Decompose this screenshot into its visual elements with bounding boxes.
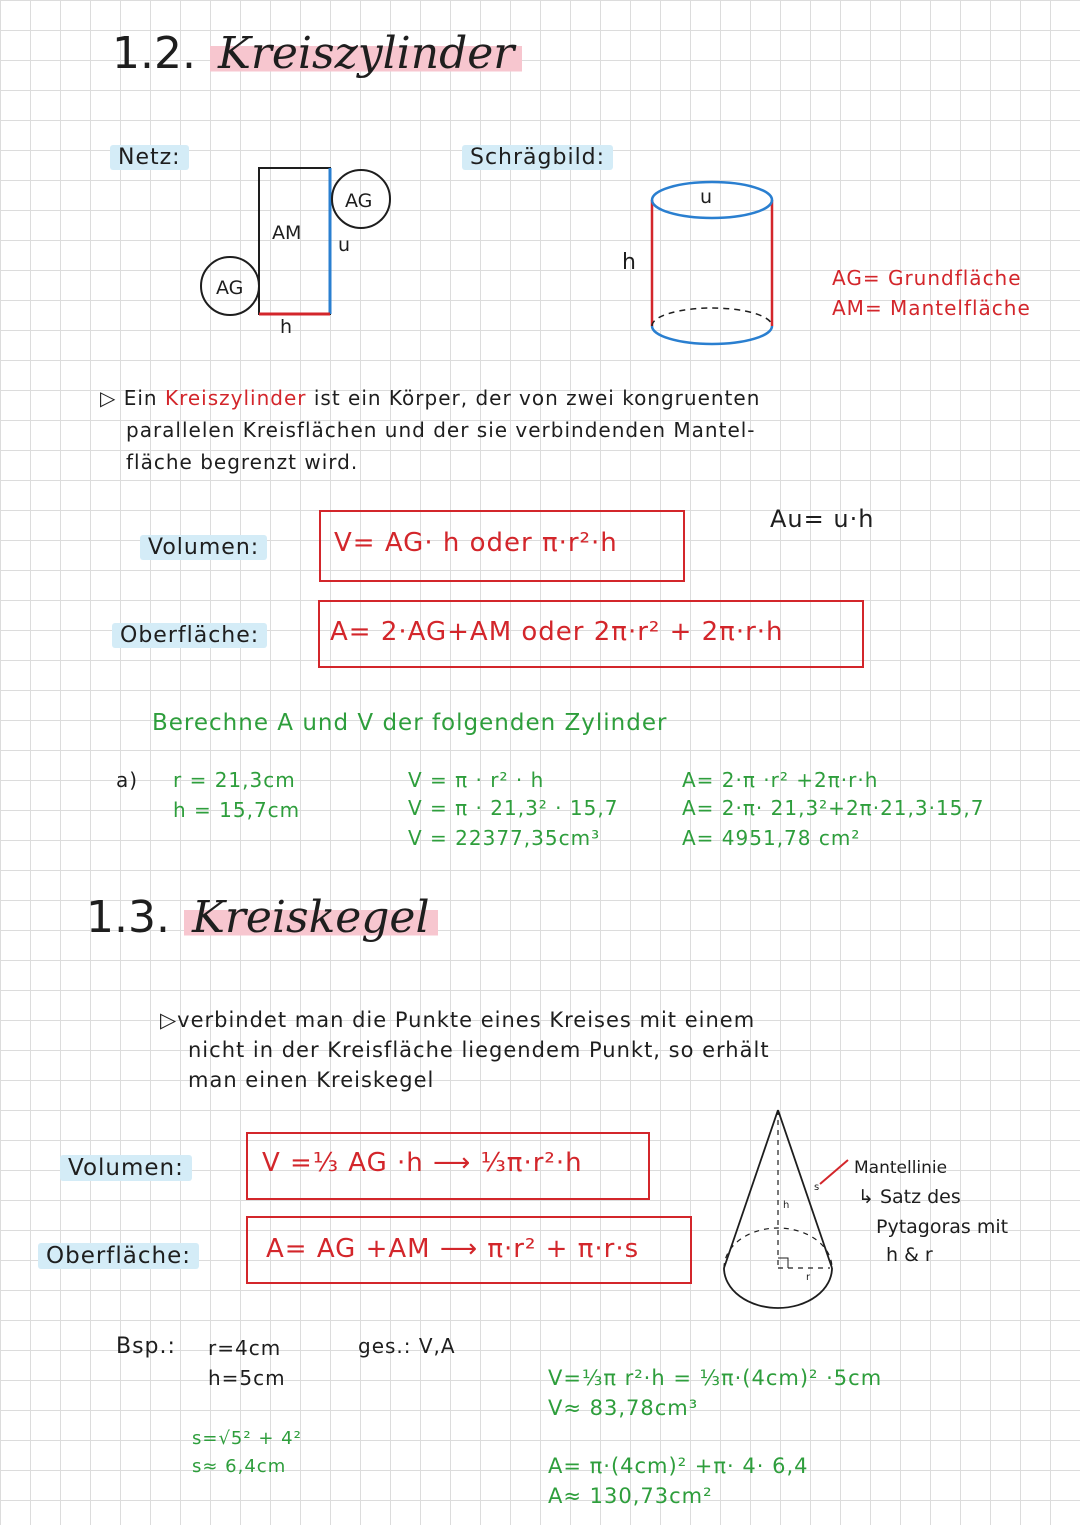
example-wanted: ges.: V,A [358,1334,456,1358]
net-h-label: h [280,316,293,338]
cone-surface-label: Oberfläche: [38,1243,199,1269]
exercise-h: h = 15,7cm [173,798,301,822]
net-ag-top-label: AG [345,190,373,212]
volume-result: V = 22377,35cm³ [408,826,601,850]
cone-section-title: 1.3. Kreiskegel [86,892,438,943]
cone-volume-result: V≈ 83,78cm³ [548,1396,699,1420]
area-step-1: A= 2·π ·r² +2π·r·h [682,768,879,792]
cone-definition-line3: man einen Kreiskegel [188,1068,435,1092]
slant-height-formula: s=√5² + 4² [192,1428,302,1449]
legend-am: AM= Mantelfläche [832,296,1031,320]
cylinder-surface-formula: A= 2·AG+AM oder 2π·r² + 2π·r·h [330,617,784,647]
cone-note-satz: ↳ Satz des [858,1186,961,1208]
cone-area-calc: A= π·(4cm)² +π· 4· 6,4 [548,1454,809,1478]
legend-ag: AG= Grundfläche [832,266,1022,290]
slant-height-result: s≈ 6,4cm [192,1456,287,1477]
lateral-area-formula: Au= u·h [770,505,875,533]
net-am-label: AM [272,222,302,244]
exercise-a-label: a) [116,768,139,792]
cylinder-definition-line3: fläche begrenzt wird. [126,450,359,474]
volume-step-2: V = π · 21,3² · 15,7 [408,796,619,820]
cylinder-volume-formula: V= AG· h oder π·r²·h [334,528,618,558]
cone-volume-calc: V=⅓π r²·h = ⅓π·(4cm)² ·5cm [548,1366,883,1390]
cylinder-definition-line2: parallelen Kreisflächen und der sie verbindenden Mantel- [126,418,756,442]
net-u-label: u [338,234,351,256]
cone-note-h-r: h & r [886,1244,933,1266]
example-h: h=5cm [208,1366,286,1390]
cone-note-mantellinie: Mantellinie [854,1158,948,1178]
cone-fig-s-label: s [814,1182,820,1193]
cone-volume-formula: V =⅓ AG ·h ⟶ ⅓π·r²·h [262,1148,583,1178]
cone-volume-label: Volumen: [60,1155,192,1181]
net-ag-left-label: AG [216,277,244,299]
cone-fig-h-label: h [783,1200,790,1211]
cylinder-definition-line1: ▷ Ein Kreiszylinder ist ein Körper, der von zwei kongruenten [100,386,761,410]
area-step-2: A= 2·π· 21,3²+2π·21,3·15,7 [682,796,985,820]
netz-label: Netz: [110,145,189,170]
schraegbild-label: Schrägbild: [462,145,613,170]
cone-area-result: A≈ 130,73cm² [548,1484,713,1508]
cone-fig-r-label: r [806,1272,811,1283]
cylinder-volume-label: Volumen: [140,535,267,560]
exercise-r: r = 21,3cm [173,768,296,792]
oblique-u-label: u [700,186,713,208]
cone-definition-line1: ▷verbindet man die Punkte eines Kreises mit einem [160,1008,756,1032]
example-r: r=4cm [208,1336,282,1360]
area-result: A= 4951,78 cm² [682,826,861,850]
volume-step-1: V = π · r² · h [408,768,545,792]
cylinder-surface-label: Oberfläche: [112,623,267,648]
cylinder-task: Berechne A und V der folgenden Zylinder [152,710,668,736]
cone-definition-line2: nicht in der Kreisfläche liegendem Punkt, so erhält [188,1038,770,1062]
example-label: Bsp.: [116,1334,176,1359]
cone-surface-formula: A= AG +AM ⟶ π·r² + π·r·s [266,1234,640,1264]
cylinder-section-title: 1.2. Kreiszylinder [112,28,522,79]
oblique-h-label: h [622,250,637,275]
cone-note-pytagoras: Pytagoras mit [876,1216,1009,1238]
